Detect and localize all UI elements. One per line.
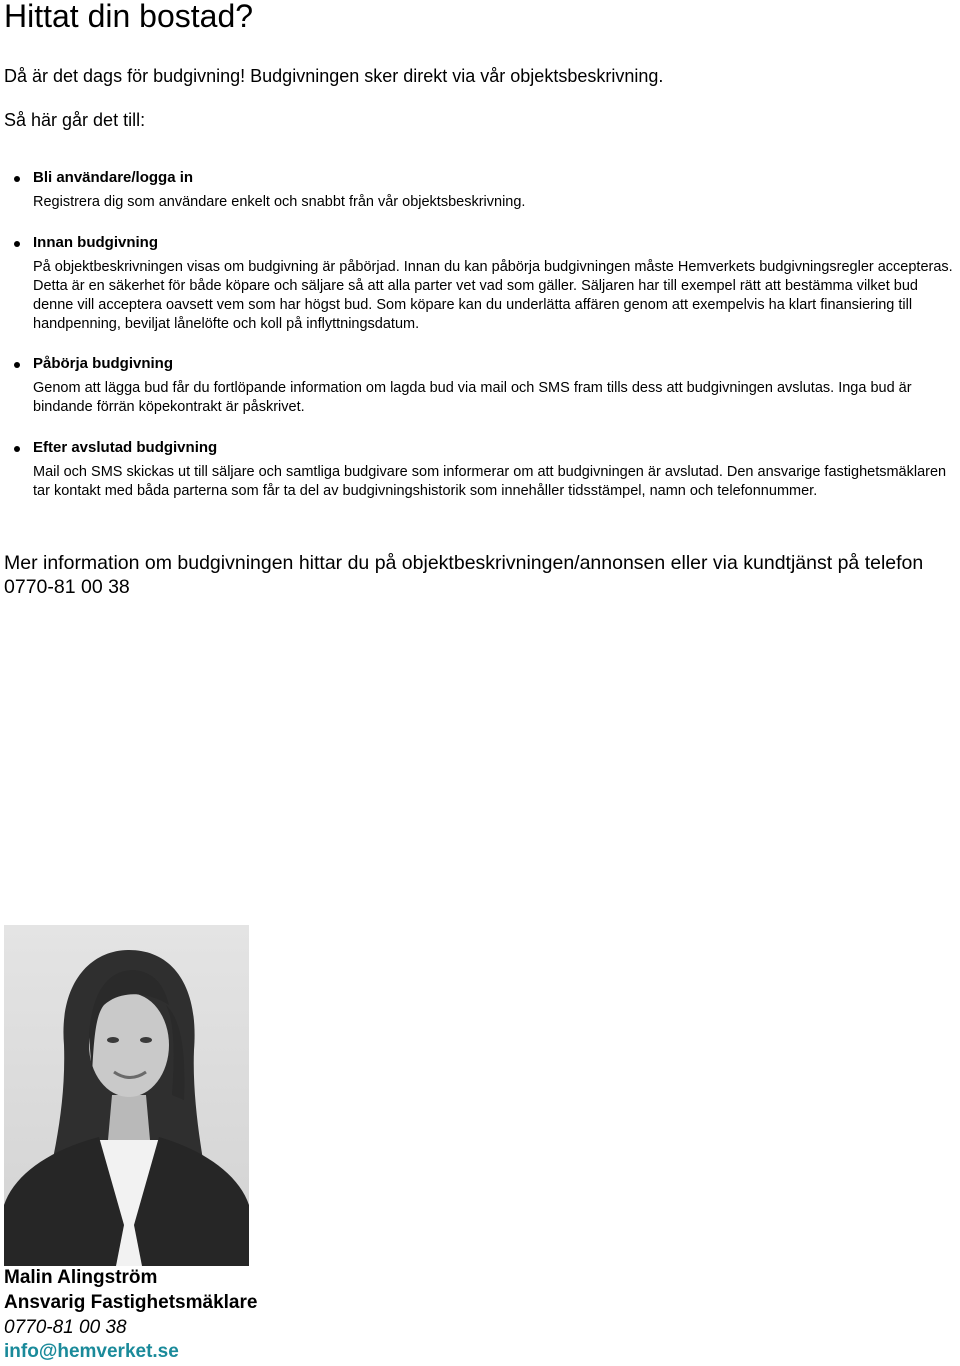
step-heading: Bli användare/logga in bbox=[33, 169, 194, 186]
step-body: På objektbeskrivningen visas om budgivning är påbörjad. Innan du kan påbörja budgivningen måste Hemverkets budgivningsregler accepteras. Detta är en säkerhet för både köpare och säljare så att alla parter vet vad som gäller. Säljaren har till exempel rätt att bestämma vilket bud denne vill acceptera oavsett vem som har högst bud. Som köpare kan du underlätta affären genom att exempelvis ha klart finansiering till handpenning, beviljat lånelöfte och koll på inflyttningsdatum. bbox=[33, 259, 953, 332]
intro-howto: Så här går det till: bbox=[4, 110, 146, 130]
agent-portrait-illustration bbox=[4, 925, 249, 1266]
more-info-text: Mer information om budgivningen hittar du på objektbeskrivningen/annonsen eller via kundtjänst på telefon 0770-81 00 38 bbox=[4, 552, 924, 598]
bullet-icon bbox=[14, 362, 20, 368]
agent-email-link[interactable]: info@hemverket.se bbox=[4, 1341, 179, 1362]
step-body: Genom att lägga bud får du fortlöpande information om lagda bud via mail och SMS fram tills dess att budgivningen avslutas. Inga bud är bindande förrän köpekontrakt är påskrivet. bbox=[33, 380, 912, 415]
step-heading: Efter avslutad budgivning bbox=[33, 439, 218, 456]
bullet-icon bbox=[14, 446, 20, 452]
step-heading: Innan budgivning bbox=[33, 234, 158, 251]
agent-photo bbox=[4, 925, 249, 1266]
step-heading: Påbörja budgivning bbox=[33, 355, 174, 372]
agent-phone[interactable]: 0770-81 00 38 bbox=[4, 1317, 127, 1338]
bullet-icon bbox=[14, 176, 20, 182]
page-title: Hittat din bostad? bbox=[4, 0, 254, 34]
intro-text: Då är det dags för budgivning! Budgivningen sker direkt via vår objektsbeskrivning. bbox=[4, 66, 664, 86]
step-body: Registrera dig som användare enkelt och snabbt från vår objektsbeskrivning. bbox=[33, 194, 526, 210]
agent-name: Malin Alingström bbox=[4, 1267, 158, 1288]
agent-role: Ansvarig Fastighetsmäklare bbox=[4, 1292, 258, 1313]
step-body: Mail och SMS skickas ut till säljare och samtliga budgivare som informerar om att budgivningen är avslutad. Den ansvarige fastighetsmäklaren tar kontakt med båda parterna som får ta del av budgivningshistorik som innehåller tidsstämpel, namn och telefonnummer. bbox=[33, 464, 947, 499]
bullet-icon bbox=[14, 241, 20, 247]
